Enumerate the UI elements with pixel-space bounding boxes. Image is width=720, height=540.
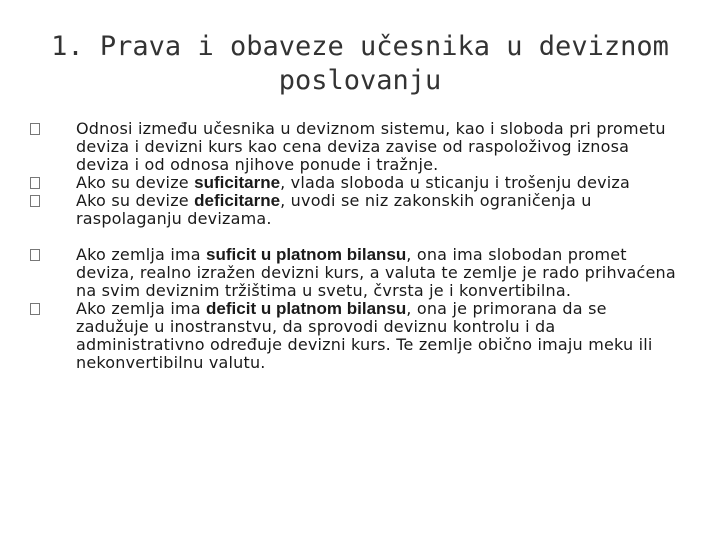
item-emphasis: deficitarne: [194, 191, 281, 210]
item-text-before: Ako su devize: [76, 173, 195, 192]
list-item-text: [76, 120, 680, 174]
bullet-box-icon: [30, 300, 76, 315]
item-emphasis: deficit u platnom bilansu: [206, 299, 407, 318]
list-item: [30, 246, 680, 300]
item-text-after: , uvodi se niz zakonskih ograničenja u raspolaganju devizama.: [76, 191, 592, 228]
list-item-text: [76, 192, 680, 228]
list-item: [30, 192, 680, 228]
item-text-after: , vlada sloboda u sticanju i trošenju deviza: [280, 173, 631, 192]
item-text-before: Ako su devize: [76, 191, 195, 210]
item-text-after: , ona je primorana da se zadužuje u inostranstvu, da sprovodi deviznu kontrolu i da administrativno određuje devizni kurs. Te zemlje obično imaju meku ili nekonvertibilnu valutu.: [76, 299, 653, 372]
item-emphasis: suficitarne: [194, 173, 281, 192]
list-item-text: [76, 300, 680, 372]
list-item-text: [76, 174, 680, 192]
item-text-before: Ako zemlja ima: [76, 299, 207, 318]
item-emphasis: suficit u platnom bilansu: [206, 245, 407, 264]
bullet-box-icon: [30, 120, 76, 135]
bullet-box-icon: [30, 246, 76, 261]
slide-title: 1. Prava i obaveze učesnika u deviznom poslovanju: [51, 31, 669, 96]
list-item-text: [76, 246, 680, 300]
list-item: [30, 120, 680, 174]
item-text-before: Odnosi između učesnika u deviznom sistemu, kao i sloboda pri prometu deviza i devizni kurs kao cena deviza zavise od raspoloživog iznosa deviza i od odnosa njihove ponude i tražnje.: [76, 119, 666, 174]
bullet-box-icon: [30, 174, 76, 189]
bullet-list: [30, 120, 680, 372]
item-text-after: , ona ima slobodan promet deviza, realno izražen devizni kurs, a valuta te zemlje je rado prihvaćena na svim deviznim tržištima u svetu, čvrsta je i konvertibilna.: [76, 245, 676, 300]
bullet-box-icon: [30, 192, 76, 207]
list-item: [30, 300, 680, 372]
item-text-before: Ako zemlja ima: [76, 245, 207, 264]
list-item: [30, 174, 680, 192]
